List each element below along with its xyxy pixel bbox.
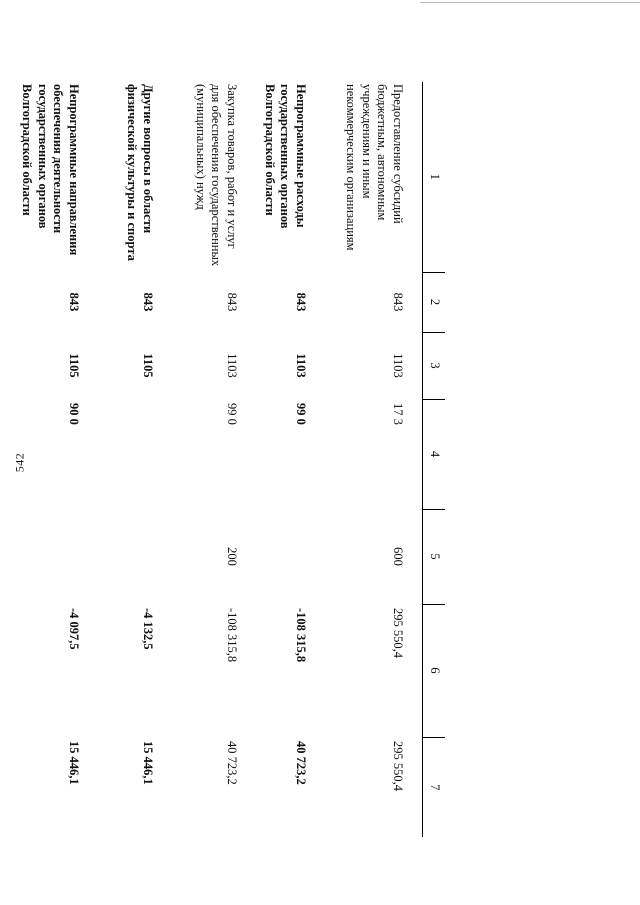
change-amount: -4 132,5: [141, 608, 155, 650]
change-amount: 295 550,4: [391, 608, 405, 658]
section-code: 1103: [391, 353, 405, 378]
target-article-code: 17 3: [391, 403, 405, 425]
table-row: [327, 82, 423, 837]
change-amount: -108 315,8: [294, 608, 308, 663]
budget-table-rotated: [20, 82, 445, 837]
column-header: 1: [423, 82, 446, 272]
total-amount: 40 723,2: [294, 741, 308, 785]
change-amount: -108 315,8: [225, 608, 239, 663]
target-article-code: 90 0: [67, 403, 81, 425]
expense-type-code: 200: [225, 547, 239, 566]
ministry-code: 843: [391, 292, 405, 312]
expense-name: Закупка товаров, работ и услуг для обеспечения государственных (муниципальных) нужд: [193, 84, 239, 267]
section-code: 1103: [225, 353, 239, 378]
total-amount: 15 446,1: [141, 741, 155, 785]
column-header: 4: [423, 399, 446, 509]
expense-type-code: [0, 509, 87, 604]
ministry-code: 843: [141, 292, 155, 312]
table-row: [169, 82, 241, 837]
expense-type-code: [241, 509, 327, 604]
change-amount: -4 097,5: [67, 608, 81, 650]
table-row: [87, 82, 169, 837]
budget-table: [0, 82, 445, 837]
ministry-code: 843: [225, 292, 239, 312]
expense-type-code: 600: [391, 547, 405, 566]
column-header: 5: [423, 509, 446, 604]
column-header: 2: [423, 272, 446, 332]
expense-name: Предоставление субсидий бюджетным, автономным учреждениям и иным некоммерческим организациям: [344, 84, 405, 251]
section-code: 1105: [67, 353, 81, 378]
ministry-code: 843: [67, 292, 81, 312]
target-article-code: 99 0: [294, 403, 308, 425]
expense-name: Непрограммные расходы государственных органов Волгоградской области: [262, 84, 308, 229]
column-number-row: [423, 82, 446, 837]
total-amount: 15 446,1: [67, 741, 81, 785]
column-header: 6: [423, 604, 446, 737]
expense-name: Другие вопросы в области физической культуры и спорта: [125, 84, 155, 261]
column-header: 7: [423, 737, 446, 837]
table-row: [241, 82, 327, 837]
page-number: 542: [12, 452, 27, 473]
target-article-code: 99 0: [225, 403, 239, 425]
target-article-code: [87, 399, 169, 509]
section-code: 1105: [141, 353, 155, 378]
column-header: 3: [423, 332, 446, 399]
expense-type-code: [87, 509, 169, 604]
ministry-code: 843: [294, 292, 308, 312]
table-row: [0, 82, 87, 837]
section-code: 1103: [294, 353, 308, 378]
expense-name: Непрограммные направления обеспечения деятельности государственных органов Волгоградской области: [20, 84, 81, 256]
scan-edge-line: [420, 2, 640, 3]
total-amount: 40 723,2: [225, 741, 239, 785]
total-amount: 295 550,4: [391, 741, 405, 791]
